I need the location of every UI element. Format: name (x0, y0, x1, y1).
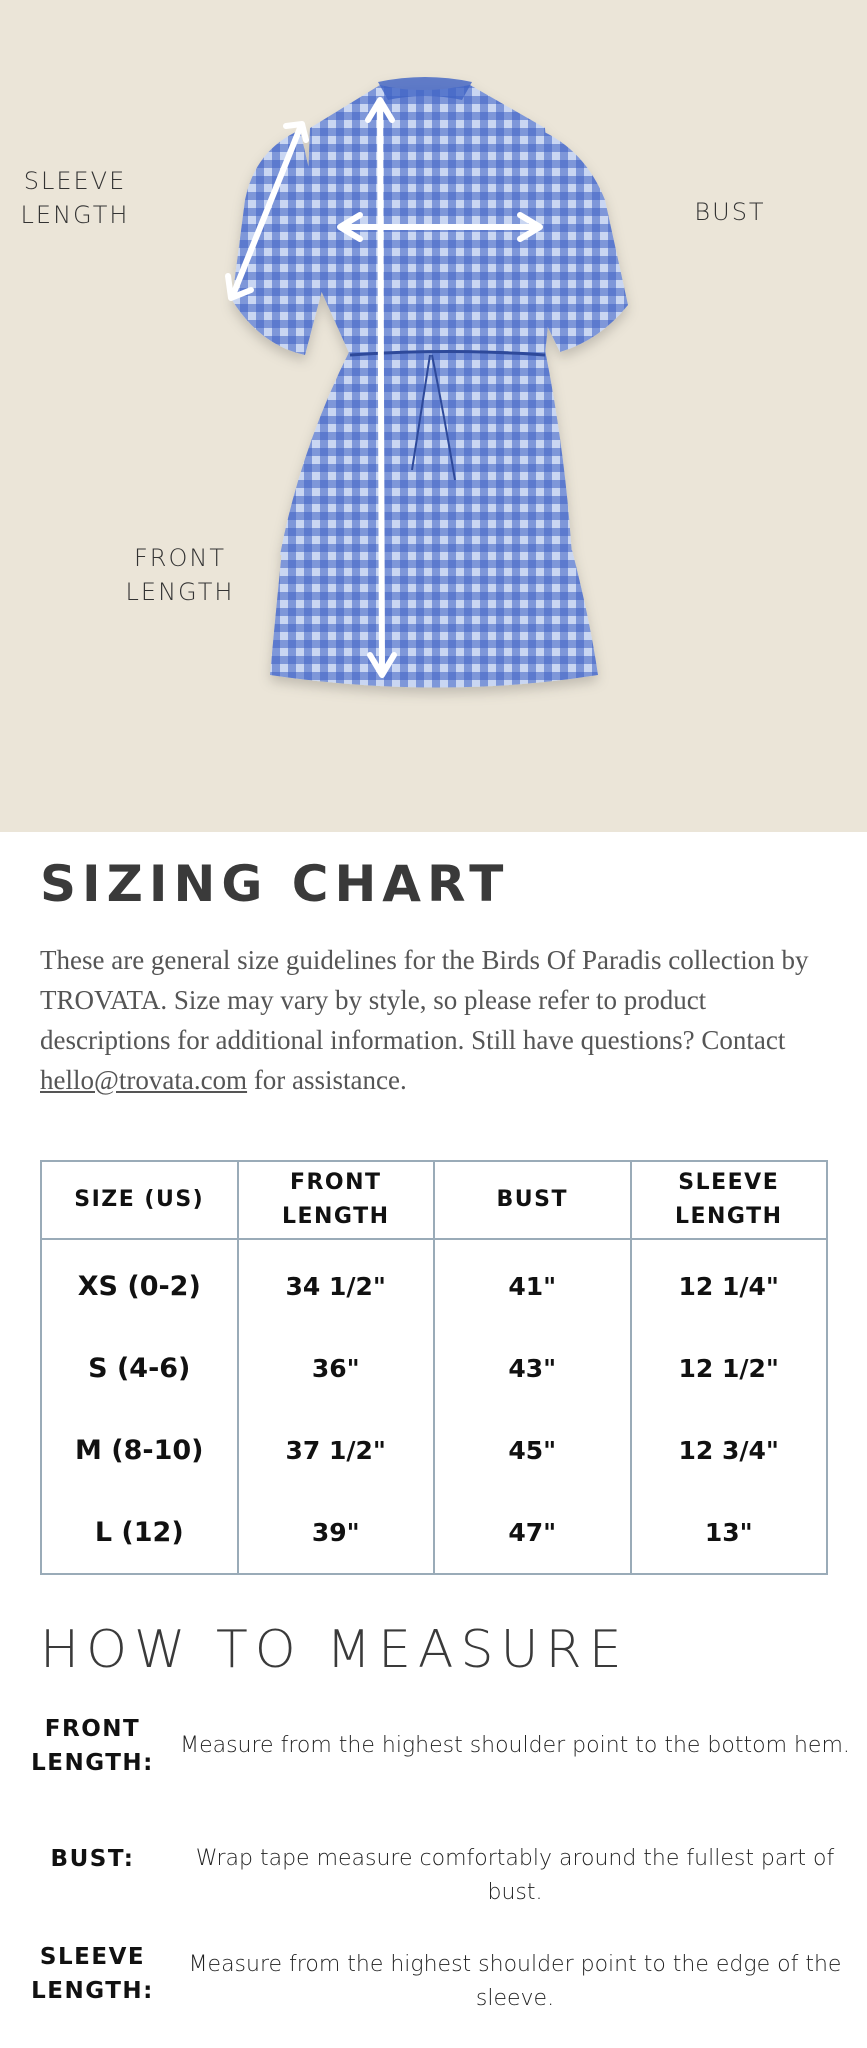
table-row (41, 1327, 827, 1409)
sleeve-label-line-1: SLEEVE (23, 167, 127, 195)
sleeve-length-label (10, 164, 140, 232)
size-table (40, 1160, 828, 1575)
cell-size: XS (0-2) (41, 1239, 238, 1327)
measure-description: Wrap tape measure comfortably around the fullest part of bust. (195, 1846, 835, 1905)
cell-front-length: 34 1/2" (238, 1239, 435, 1327)
sizing-intro (40, 940, 840, 1100)
measure-description: Measure from the highest shoulder point to the edge of the sleeve. (188, 1952, 842, 2011)
cell-sleeve-length: 12 1/2" (631, 1327, 828, 1409)
cell-sleeve-length: 12 3/4" (631, 1409, 828, 1491)
cell-bust: 41" (434, 1239, 631, 1327)
cell-sleeve-length: 12 1/4" (631, 1239, 828, 1327)
table-row (41, 1239, 827, 1327)
header-bust: BUST (434, 1161, 631, 1239)
measure-label: SLEEVE LENGTH: (31, 1944, 154, 2004)
measure-description: Measure from the highest shoulder point to the bottom hem. (180, 1733, 850, 1758)
contact-email-link[interactable]: hello@trovata.com (40, 1065, 248, 1095)
bust-label: BUST (694, 198, 766, 226)
cell-front-length: 37 1/2" (238, 1409, 435, 1491)
front-length-label (115, 541, 245, 609)
table-header-row (41, 1161, 827, 1239)
hero-image-area (0, 0, 867, 832)
sleeve-label-line-2: LENGTH (20, 201, 130, 229)
cell-size: S (4-6) (41, 1327, 238, 1409)
cell-bust: 45" (434, 1409, 631, 1491)
table-row (41, 1491, 827, 1574)
header-size: SIZE (US) (41, 1161, 238, 1239)
cell-bust: 47" (434, 1491, 631, 1574)
cell-front-length: 39" (238, 1491, 435, 1574)
dress-shape (232, 77, 628, 688)
cell-bust: 43" (434, 1327, 631, 1409)
intro-suffix: for assistance. (247, 1065, 407, 1095)
table-row (41, 1409, 827, 1491)
cell-size: M (8-10) (41, 1409, 238, 1491)
front-label-line-1: FRONT (134, 544, 226, 572)
how-to-measure-title: HOW TO MEASURE (40, 1620, 629, 1680)
dress-illustration (0, 0, 867, 832)
front-label-line-2: LENGTH (125, 578, 235, 606)
header-front-length: FRONT LENGTH (238, 1161, 435, 1239)
measure-label: FRONT LENGTH: (31, 1716, 154, 1776)
sizing-chart-title: SIZING CHART (40, 855, 510, 913)
intro-text: These are general size guidelines for the Birds Of Paradis collection by TROVATA. Size may vary by style, so please refer to product descriptions for additional information. Still have questions? Contact (40, 945, 809, 1055)
header-sleeve-length: SLEEVE LENGTH (631, 1161, 828, 1239)
cell-sleeve-length: 13" (631, 1491, 828, 1574)
cell-size: L (12) (41, 1491, 238, 1574)
measure-label: BUST: (50, 1846, 135, 1872)
cell-front-length: 36" (238, 1327, 435, 1409)
